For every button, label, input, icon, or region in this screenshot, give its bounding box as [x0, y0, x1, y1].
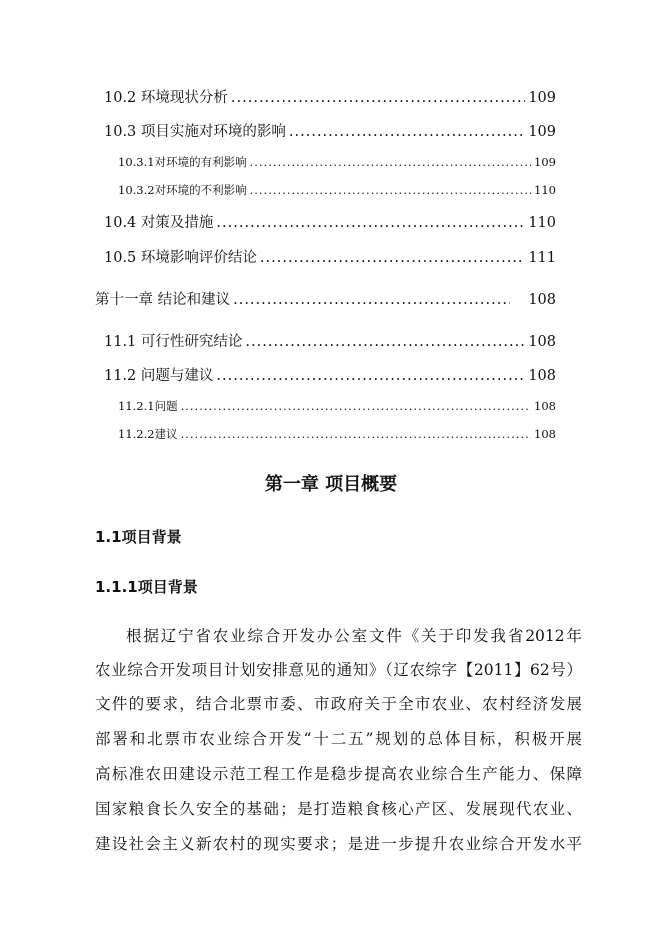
toc-entry-title: 11.2.1问题 [118, 399, 178, 413]
toc-leader-dots [231, 90, 525, 106]
toc-entry-page: 111 [528, 250, 556, 266]
paragraph-line: 部署和北票市农业综合开发“十二五”规划的总体目标，积极开展 [95, 730, 582, 748]
toc-entry-title: 10.2 环境现状分析 [104, 90, 228, 106]
toc-entry[interactable] [118, 182, 556, 198]
toc-entry-title: 10.3 项目实施对环境的影响 [104, 124, 286, 140]
toc-leader-dots [233, 292, 510, 308]
section-heading: 1.1项目背景 [95, 528, 182, 546]
toc-entry[interactable] [104, 330, 556, 351]
paragraph-line: 高标准农田建设示范工程工作是稳步提高农业综合生产能力、保障 [95, 765, 582, 783]
toc-entry-page: 108 [528, 334, 556, 350]
toc-entry[interactable] [118, 398, 556, 414]
toc-entry-page: 110 [534, 183, 556, 197]
toc-entry-page: 110 [528, 215, 556, 231]
toc-leader-dots [216, 215, 525, 231]
toc-entry[interactable] [104, 211, 556, 232]
toc-entry[interactable] [104, 86, 556, 107]
toc-entry-title: 第十一章 结论和建议 [95, 292, 231, 308]
toc-leader-dots [250, 183, 531, 197]
toc-entry-page: 109 [534, 155, 556, 169]
paragraph-line: 文件的要求，结合北票市委、市政府关于全市农业、农村经济发展 [95, 695, 582, 713]
toc-leader-dots [181, 399, 531, 413]
chapter-title: 第一章 项目概要 [264, 474, 398, 495]
toc-entry-page: 109 [528, 124, 556, 140]
paragraph-line: 农业综合开发项目计划安排意见的通知》（辽农综字【2011】62号） [95, 661, 582, 679]
toc-entry-page: 109 [528, 90, 556, 106]
toc-entry-page: 108 [534, 427, 556, 441]
toc-leader-dots [216, 368, 525, 384]
toc-entry-page: 108 [528, 292, 556, 308]
paragraph-line: 国家粮食长久安全的基础；是打造粮食核心产区、发展现代农业、 [95, 800, 582, 818]
toc-leader-dots [260, 250, 525, 266]
toc-entry[interactable] [118, 154, 556, 170]
toc-leader-dots [181, 427, 531, 441]
toc-entry-title: 10.5 环境影响评价结论 [104, 250, 257, 266]
paragraph-line: 根据辽宁省农业综合开发办公室文件《关于印发我省2012年 [126, 627, 582, 645]
toc-leader-dots [250, 155, 531, 169]
subsection-heading: 1.1.1项目背景 [95, 578, 198, 596]
toc-entry-page: 108 [528, 368, 556, 384]
toc-entry-title: 10.3.1对环境的有利影响 [118, 155, 247, 169]
toc-entry[interactable] [95, 288, 556, 309]
paragraph-line: 建设社会主义新农村的现实要求；是进一步提升农业综合开发水平 [95, 835, 582, 853]
toc-entry[interactable] [104, 364, 556, 385]
toc-entry-title: 11.2.2建议 [118, 427, 178, 441]
toc-entry-title: 10.4 对策及措施 [104, 215, 214, 231]
toc-entry-page: 108 [534, 399, 556, 413]
toc-leader-dots [289, 124, 525, 140]
toc-entry[interactable] [104, 120, 556, 141]
toc-entry[interactable] [104, 246, 556, 267]
toc-entry[interactable] [118, 426, 556, 442]
toc-leader-dots [245, 334, 525, 350]
toc-entry-title: 11.1 可行性研究结论 [104, 334, 243, 350]
toc-entry-title: 10.3.2对环境的不利影响 [118, 183, 247, 197]
toc-entry-title: 11.2 问题与建议 [104, 368, 214, 384]
